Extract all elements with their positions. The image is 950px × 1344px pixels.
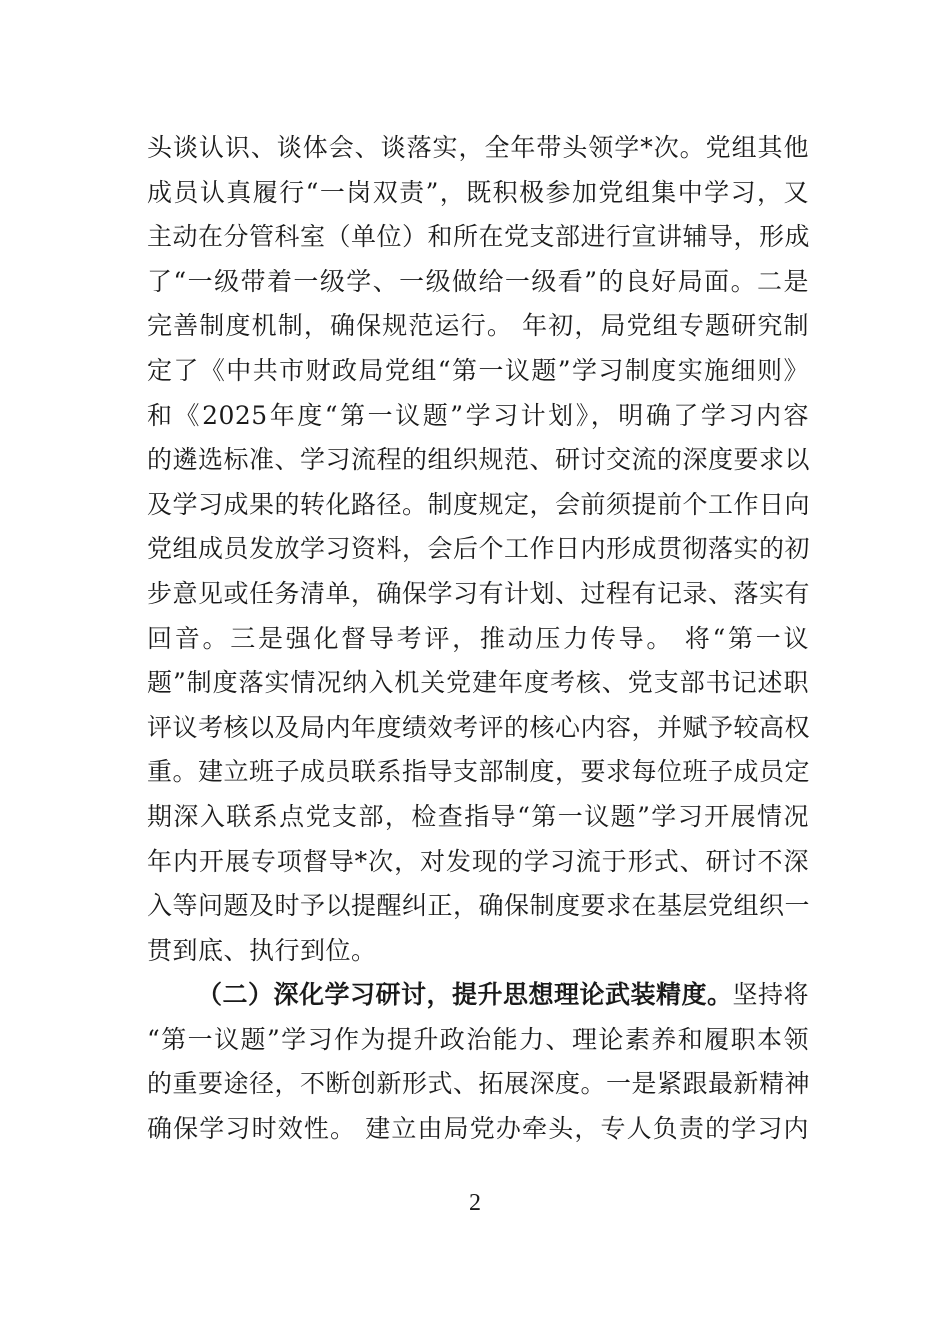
body-text xyxy=(147,126,809,1152)
text-line: “第一议题”学习作为提升政治能力、理论素养和履职本领 xyxy=(147,1024,809,1054)
text-line: 头谈认识、谈体会、谈落实，全年带头领学*次。党组其他 xyxy=(147,133,809,162)
text-line: 题”制度落实情况纳入机关党建年度考核、党支部书记述职 xyxy=(147,668,809,698)
text-line: 重。建立班子成员联系指导支部制度，要求每位班子成员定 xyxy=(147,757,811,787)
text-line: 了“一级带着一级学、一级做给一级看”的良好局面。二是 xyxy=(147,266,809,296)
text-line: 期深入联系点党支部，检查指导“第一议题”学习开展情况 xyxy=(147,801,809,831)
text-line: 和《2025年度“第一议题”学习计划》，明确了学习内容 xyxy=(147,400,809,430)
text-line: 贯到底、执行到位。 xyxy=(147,935,377,965)
section-heading: （二）深化学习研讨，提升思想理论武装精度。 xyxy=(197,980,733,1010)
text-line: 及学习成果的转化路径。制度规定，会前须提前个工作日向 xyxy=(147,489,811,519)
page-number: 2 xyxy=(469,1190,481,1216)
section-heading-line xyxy=(147,973,809,1018)
text-line: 步意见或任务清单，确保学习有计划、过程有记录、落实有 xyxy=(147,578,811,608)
text-line: 定了《中共市财政局党组“第一议题”学习制度实施细则》 xyxy=(147,355,809,385)
text-line: 党组成员发放学习资料，会后个工作日内形成贯彻落实的初 xyxy=(147,534,811,564)
text-line: 的重要途径，不断创新形式、拓展深度。一是紧跟最新精神 xyxy=(147,1069,811,1099)
text-line: 完善制度机制，确保规范运行。 年初，局党组专题研究制 xyxy=(147,311,809,341)
text-line: 入等问题及时予以提醒纠正，确保制度要求在基层党组织一 xyxy=(147,891,811,921)
heading-line-rest: 坚持将 xyxy=(732,980,810,1010)
text-line: 评议考核以及局内年度绩效考评的核心内容，并赋予较高权 xyxy=(147,712,811,742)
text-line: 的遴选标准、学习流程的组织规范、研讨交流的深度要求以 xyxy=(147,445,811,475)
text-line: 主动在分管科室（单位）和所在党支部进行宣讲辅导，形成 xyxy=(147,222,811,252)
text-line: 成员认真履行“一岗双责”，既积极参加党组集中学习，又 xyxy=(147,177,809,207)
text-line: 回音。三是强化督导考评，推动压力传导。 将“第一议 xyxy=(147,623,809,653)
text-line: 确保学习时效性。 建立由局党办牵头，专人负责的学习内 xyxy=(147,1114,809,1144)
text-line: 年内开展专项督导*次，对发现的学习流于形式、研讨不深 xyxy=(147,846,809,876)
